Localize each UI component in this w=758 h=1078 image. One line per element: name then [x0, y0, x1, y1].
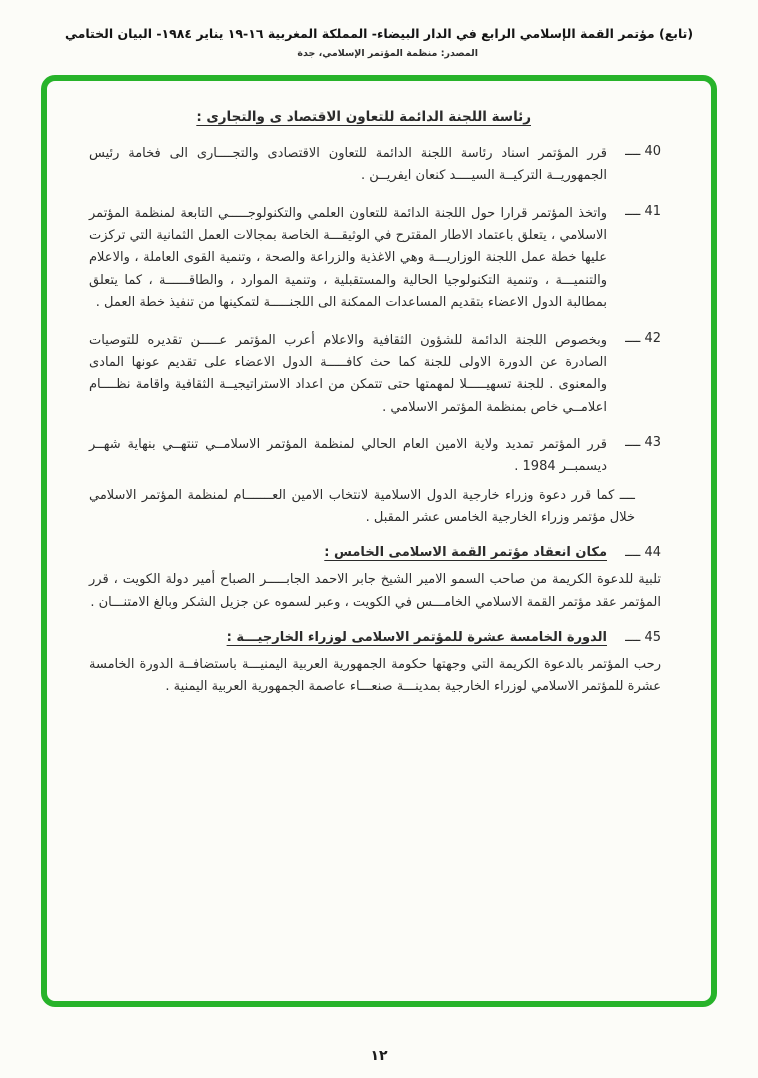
item-number: 45 ــــ: [625, 630, 661, 646]
document-source: المصدر: منظمة المؤتمر الإسلامي، جدة: [297, 48, 478, 59]
item-number: 41 ــــ: [625, 203, 661, 219]
item-text: رحب المؤتمر بالدعوة الكريمة التي وجهتها حكومة الجمهورية العربية اليمنيـــة باستضافــة الدورة الخامسة عشرة للمؤتمر الاسلامي لوزراء الخارجية بمدينـــة صنعـــاء عاصمة الجمهورية العربية اليمنية .: [89, 657, 661, 695]
content-frame: [41, 75, 717, 1007]
document-title: (تابع) مؤتمر القمة الإسلامي الرابع في الدار البيضاء- المملكة المغربية ١٦-١٩ يناير ١٩٨٤- البيان الختامي: [64, 26, 694, 41]
paragraph-item-40: [89, 143, 661, 188]
item-text: قرر المؤتمر اسناد رئاسة اللجنة الدائمة للتعاون الاقتصادى والتجــــارى الى فخامة رئيس الجمهوريــة التركيــة السيــــد كنعان ايفريــن .: [89, 146, 607, 184]
paragraph-item-41: [89, 203, 661, 315]
item-number: 43 ــــ: [625, 434, 661, 450]
page-footer: [0, 1045, 758, 1064]
item-text: وبخصوص اللجنة الدائمة للشؤون الثقافية والاعلام أعرب المؤتمر عـــــن تقديره للتوصيات الصادرة عن الدورة الاولى للجنة كما حث كافـــــة الدول الاعضاء على تقديم عونها المادى والمعنوى . للجنة تسهيـــــلا لمهمتها حتى تتمكن من اعداد الاستراتيجيــة الثقافية واقامة نظــــام اعلامــي خاص بمنظمة المؤتمر الاسلامي .: [89, 332, 607, 415]
item-number: 42 ــــ: [625, 330, 661, 346]
paragraph-item-43: [89, 434, 661, 529]
item-text: [89, 434, 635, 529]
paragraph-item-45: [89, 629, 661, 699]
item-heading: مكان انعقاد مؤتمر القمة الاسلامى الخامس :: [324, 545, 607, 561]
item-number: 44 ــــ: [625, 545, 661, 561]
section-title: رئاسة اللجنة الدائمة للتعاون الاقتصاد ى والتجارى :: [196, 109, 531, 125]
item-heading: الدورة الخامسة عشرة للمؤتمر الاسلامى لوزراء الخارجيـــة :: [226, 630, 607, 646]
page-header: [0, 0, 758, 59]
paragraph-item-44: [89, 544, 661, 614]
paragraph-item-42: [89, 330, 661, 419]
item-text-part-1: قرر المؤتمر تمديد ولاية الامين العام الحالي لمنظمة المؤتمر الاسلامــي تنتهــي بنهاية شهــر ديسمبــر 1984 .: [89, 436, 607, 475]
page-number: ١٢: [370, 1048, 388, 1064]
item-text: تلبية للدعوة الكريمة من صاحب السمو الامير الشيخ جابر الاحمد الجابـــــر الصباح أمير دولة الكويت ، قرر المؤتمر عقد مؤتمر القمة الاسلامي الخامـــس في الكويت ، وعبر لسموه عن جزيل الشكر وبالغ الامتنـــان .: [89, 572, 661, 610]
item-text-part-2: ــــ كما قرر دعوة وزراء خارجية الدول الاسلامية لانتخاب الامين العـــــــام لمنظمة المؤتمر الاسلامي خلال مؤتمر وزراء الخارجية الخامس عشر المقبل .: [89, 487, 635, 526]
item-number: 40 ــــ: [625, 144, 661, 159]
item-text: واتخذ المؤتمر قرارا حول اللجنة الدائمة للتعاون العلمي والتكنولوجـــــي التابعة لمنظمة المؤتمر الاسلامي ، يتعلق باعتماد الاطار المقترح في الوثيقـــة الخاصة بمجالات العمل الثمانية التي تركزت عليها خطة عمل اللجنة الوزاريـــة وهي الاغذية والزراعة والصحة ، وتنمية القوى العاملة ، والاعلام والتنميـــة ، وتنمية التكنولوجيا الحالية والمستقبلية ، وتنمية الموارد ، والطاقــــــة ، كما يتعلق بمطالبة الدول الاعضاء بتقديم المساعدات الممكنة الى اللجنـــــة لتمكينها من تنفيذ خطة العمل .: [89, 205, 607, 311]
